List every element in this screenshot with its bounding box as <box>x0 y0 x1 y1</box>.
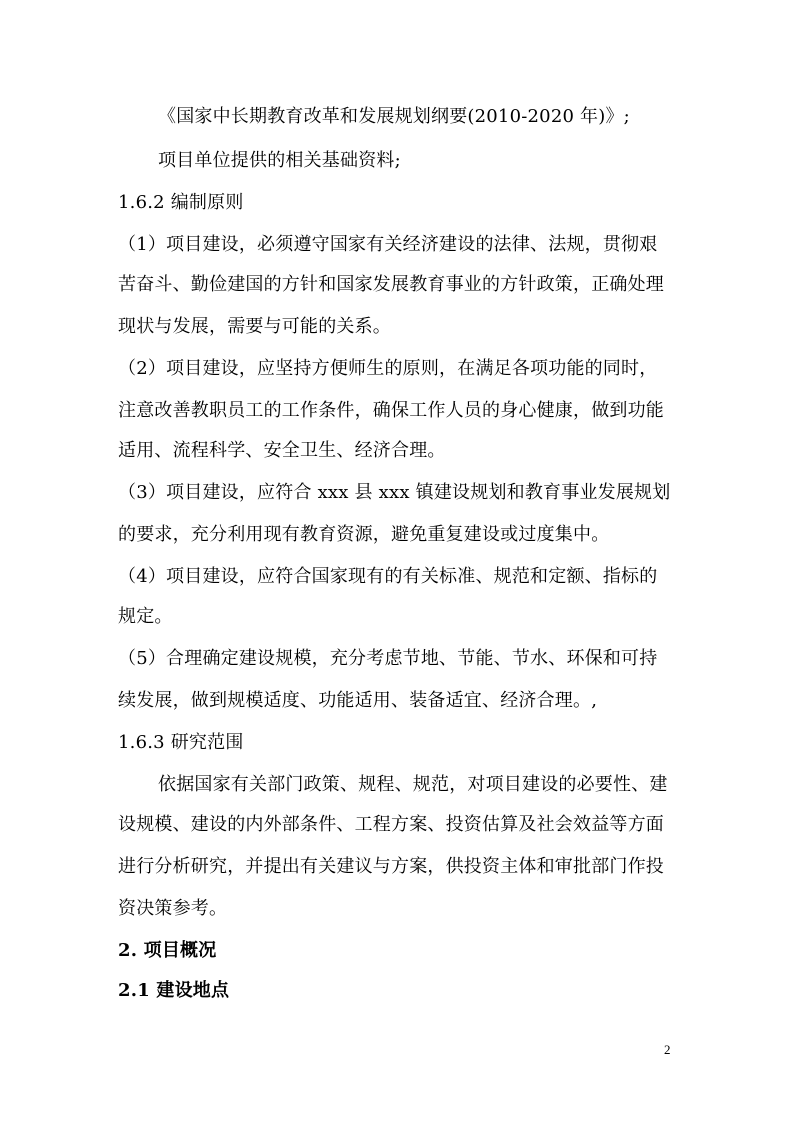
chapter-heading-2: 2. 项目概况 <box>118 940 217 961</box>
reference-line-1: 《国家中长期教育改革和发展规划纲要(2010-2020 年)》; <box>158 106 630 127</box>
principle-5-line-1: （5）合理确定建设规模，充分考虑节地、节能、节水、环保和可持 <box>118 648 658 669</box>
principle-4-line-1: （4）项目建设，应符合国家现有的有关标准、规范和定额、指标的 <box>118 566 658 587</box>
principle-4-line-2: 规定。 <box>118 606 173 627</box>
section-heading-1-6-3: 1.6.3 研究范围 <box>118 732 244 753</box>
principle-2-line-3: 适用、流程科学、安全卫生、经济合理。 <box>118 440 446 461</box>
principle-2-line-2: 注意改善教职员工的工作条件，确保工作人员的身心健康，做到功能 <box>118 400 664 421</box>
page-number: 2 <box>664 1042 671 1057</box>
scope-line-3: 进行分析研究，并提出有关建议与方案，供投资主体和审批部门作投 <box>118 856 664 877</box>
principle-3-line-1: （3）项目建设，应符合 xxx 县 xxx 镇建设规划和教育事业发展规划 <box>118 482 671 503</box>
principle-2-line-1: （2）项目建设，应坚持方便师生的原则，在满足各项功能的同时， <box>118 358 658 379</box>
section-heading-1-6-2: 1.6.2 编制原则 <box>118 192 244 213</box>
reference-line-2: 项目单位提供的相关基础资料; <box>158 150 401 171</box>
scope-line-4: 资决策参考。 <box>118 898 228 919</box>
principle-3-line-2: 的要求，充分利用现有教育资源，避免重复建设或过度集中。 <box>118 524 610 545</box>
scope-line-1: 依据国家有关部门政策、规程、规范，对项目建设的必要性、建 <box>158 774 668 795</box>
section-heading-2-1: 2.1 建设地点 <box>118 980 230 1001</box>
principle-1-line-1: （1）项目建设，必须遵守国家有关经济建设的法律、法规，贯彻艰 <box>118 234 658 255</box>
principle-1-line-2: 苦奋斗、勤俭建国的方针和国家发展教育事业的方针政策，正确处理 <box>118 274 664 295</box>
principle-5-line-2: 续发展，做到规模适度、功能适用、装备适宜、经济合理。, <box>118 690 598 711</box>
scope-line-2: 设规模、建设的内外部条件、工程方案、投资估算及社会效益等方面 <box>118 814 664 835</box>
principle-1-line-3: 现状与发展，需要与可能的关系。 <box>118 316 391 337</box>
